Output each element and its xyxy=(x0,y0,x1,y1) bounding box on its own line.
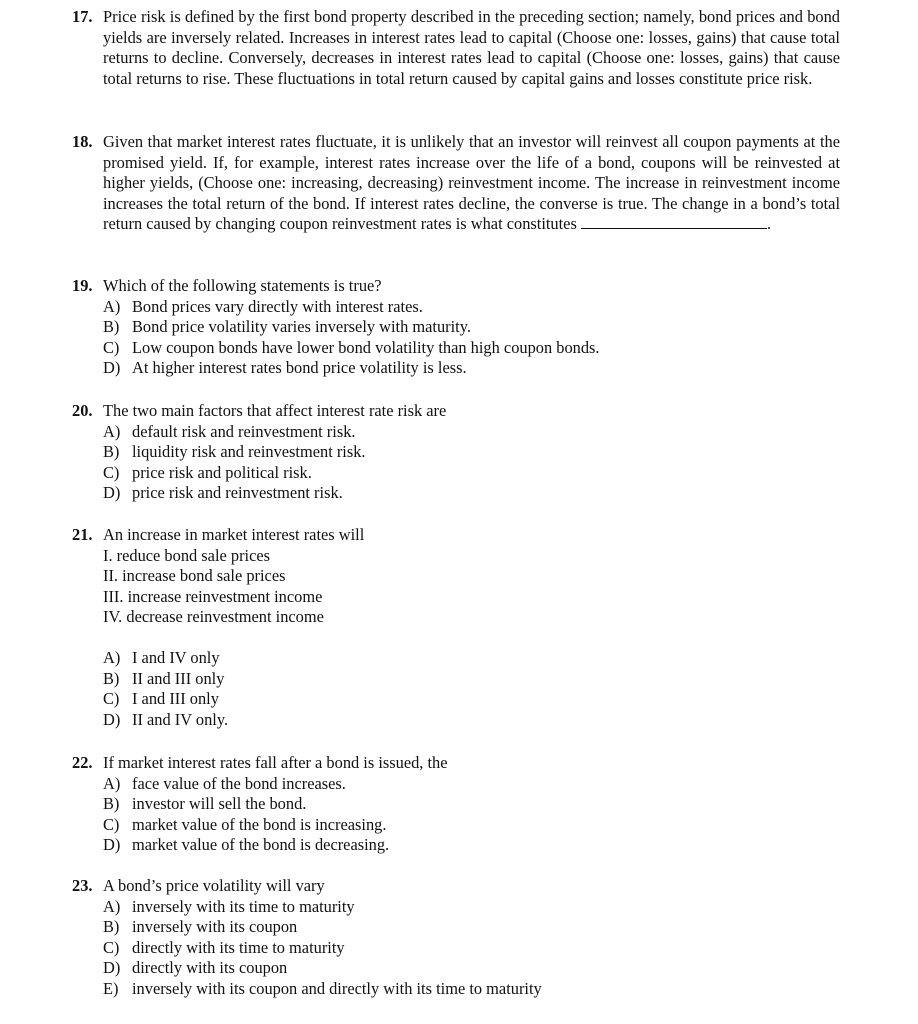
answer-option[interactable] xyxy=(103,979,840,1000)
option-text: Bond price volatility varies inversely with maturity. xyxy=(132,317,471,336)
question-stem: The two main factors that affect interest rate risk are xyxy=(103,401,447,420)
option-text: face value of the bond increases. xyxy=(132,773,346,793)
answer-option[interactable] xyxy=(103,897,840,918)
answer-option[interactable] xyxy=(103,422,840,443)
question-body xyxy=(103,401,840,504)
option-text: inversely with its coupon xyxy=(132,917,298,936)
option-letter: D) xyxy=(103,483,121,502)
question-22 xyxy=(72,753,840,856)
option-text: default risk and reinvestment risk. xyxy=(132,421,356,441)
question-18 xyxy=(72,132,840,235)
question-body xyxy=(103,132,840,235)
question-stem: Which of the following statements is true? xyxy=(103,276,382,295)
question-end-mark: . xyxy=(766,214,772,233)
spacer xyxy=(103,628,840,649)
option-letter: C) xyxy=(103,337,120,357)
option-letter: A) xyxy=(103,648,121,667)
question-number: 18. xyxy=(72,132,93,151)
question-number: 19. xyxy=(72,276,93,295)
question-body xyxy=(103,525,840,730)
question-text: Price risk is defined by the first bond property described in the preceding section; namely, bond prices and bond yields are inversely related. Increases in interest rates lead to capital (Choose one: losses, gains) that cause total returns to decline. Conversely, decreases in interest rates lead to capital (Choose one: losses, gains) that cause total returns to rise. These fluctuations in total return caused by capital gains and losses constitute price risk. xyxy=(103,7,840,88)
option-text: liquidity risk and reinvestment risk. xyxy=(132,442,366,461)
question-19 xyxy=(72,276,840,379)
question-body xyxy=(103,876,840,999)
option-letter: E) xyxy=(103,978,119,998)
option-letter: B) xyxy=(103,442,120,461)
answer-option[interactable] xyxy=(103,710,840,731)
answer-option[interactable] xyxy=(103,297,840,318)
option-text: directly with its coupon xyxy=(132,958,288,977)
option-text: II and IV only. xyxy=(132,709,229,729)
question-23 xyxy=(72,876,840,999)
option-letter: B) xyxy=(103,794,120,813)
question-stem: If market interest rates fall after a bond is issued, the xyxy=(103,753,448,772)
option-letter: A) xyxy=(103,773,121,793)
option-letter: C) xyxy=(103,814,120,834)
answer-option[interactable] xyxy=(103,669,840,690)
option-letter: D) xyxy=(103,958,121,977)
answer-option[interactable] xyxy=(103,442,840,463)
option-letter: B) xyxy=(103,917,120,936)
question-21 xyxy=(72,525,840,730)
answer-option[interactable] xyxy=(103,648,840,669)
answer-option[interactable] xyxy=(103,774,840,795)
option-text: market value of the bond is decreasing. xyxy=(132,835,390,854)
question-number: 22. xyxy=(72,753,93,772)
option-text: price risk and political risk. xyxy=(132,462,312,482)
answer-option[interactable] xyxy=(103,835,840,856)
answer-option[interactable] xyxy=(103,317,840,338)
option-text: I and IV only xyxy=(132,648,220,667)
answer-option[interactable] xyxy=(103,338,840,359)
option-text: market value of the bond is increasing. xyxy=(132,814,387,834)
roman-statement: IV. decrease reinvestment income xyxy=(103,607,324,626)
answer-option[interactable] xyxy=(103,917,840,938)
question-stem: An increase in market interest rates will xyxy=(103,525,365,544)
question-body xyxy=(103,753,840,856)
question-body xyxy=(103,276,840,379)
roman-statement: III. increase reinvestment income xyxy=(103,586,323,606)
option-letter: A) xyxy=(103,296,121,316)
option-text: At higher interest rates bond price volatility is less. xyxy=(132,358,467,377)
answer-option[interactable] xyxy=(103,958,840,979)
option-letter: B) xyxy=(103,668,120,688)
answer-option[interactable] xyxy=(103,938,840,959)
option-text: Low coupon bonds have lower bond volatility than high coupon bonds. xyxy=(132,337,600,357)
question-number: 21. xyxy=(72,525,93,544)
option-text: inversely with its coupon and directly with its time to maturity xyxy=(132,978,542,998)
answer-blank[interactable] xyxy=(581,214,767,229)
answer-option[interactable] xyxy=(103,794,840,815)
option-letter: B) xyxy=(103,317,120,336)
option-letter: D) xyxy=(103,709,121,729)
question-stem: A bond’s price volatility will vary xyxy=(103,876,325,895)
question-text: Given that market interest rates fluctuate, it is unlikely that an investor will reinvest all coupon payments at the promised yield. If, for example, interest rates increase over the life of a bond, coupons will be reinvested at higher yields, (Choose one: increasing, decreasing) reinvestment income. The increase in reinvestment income increases the total return of the bond. If interest rates decline, the converse is true. The change in a bond’s total return caused by changing coupon reinvestment rates is what constitutes xyxy=(103,132,840,233)
option-text: I and III only xyxy=(132,689,219,708)
option-letter: C) xyxy=(103,462,120,482)
roman-statement: I. reduce bond sale prices xyxy=(103,545,271,565)
option-text: inversely with its time to maturity xyxy=(132,896,355,916)
option-text: price risk and reinvestment risk. xyxy=(132,483,343,502)
option-letter: D) xyxy=(103,835,121,854)
question-number: 23. xyxy=(72,876,93,895)
answer-option[interactable] xyxy=(103,483,840,504)
answer-option[interactable] xyxy=(103,815,840,836)
option-letter: A) xyxy=(103,896,121,916)
option-letter: A) xyxy=(103,421,121,441)
roman-statement: II. increase bond sale prices xyxy=(103,566,286,585)
option-text: directly with its time to maturity xyxy=(132,937,345,957)
question-number: 20. xyxy=(72,401,93,420)
answer-option[interactable] xyxy=(103,463,840,484)
option-letter: C) xyxy=(103,689,120,708)
question-17 xyxy=(72,7,840,89)
option-letter: D) xyxy=(103,358,121,377)
option-letter: C) xyxy=(103,937,120,957)
answer-option[interactable] xyxy=(103,358,840,379)
answer-option[interactable] xyxy=(103,689,840,710)
option-text: II and III only xyxy=(132,668,225,688)
option-text: investor will sell the bond. xyxy=(132,794,307,813)
option-text: Bond prices vary directly with interest rates. xyxy=(132,296,423,316)
question-20 xyxy=(72,401,840,504)
question-number: 17. xyxy=(72,7,93,26)
